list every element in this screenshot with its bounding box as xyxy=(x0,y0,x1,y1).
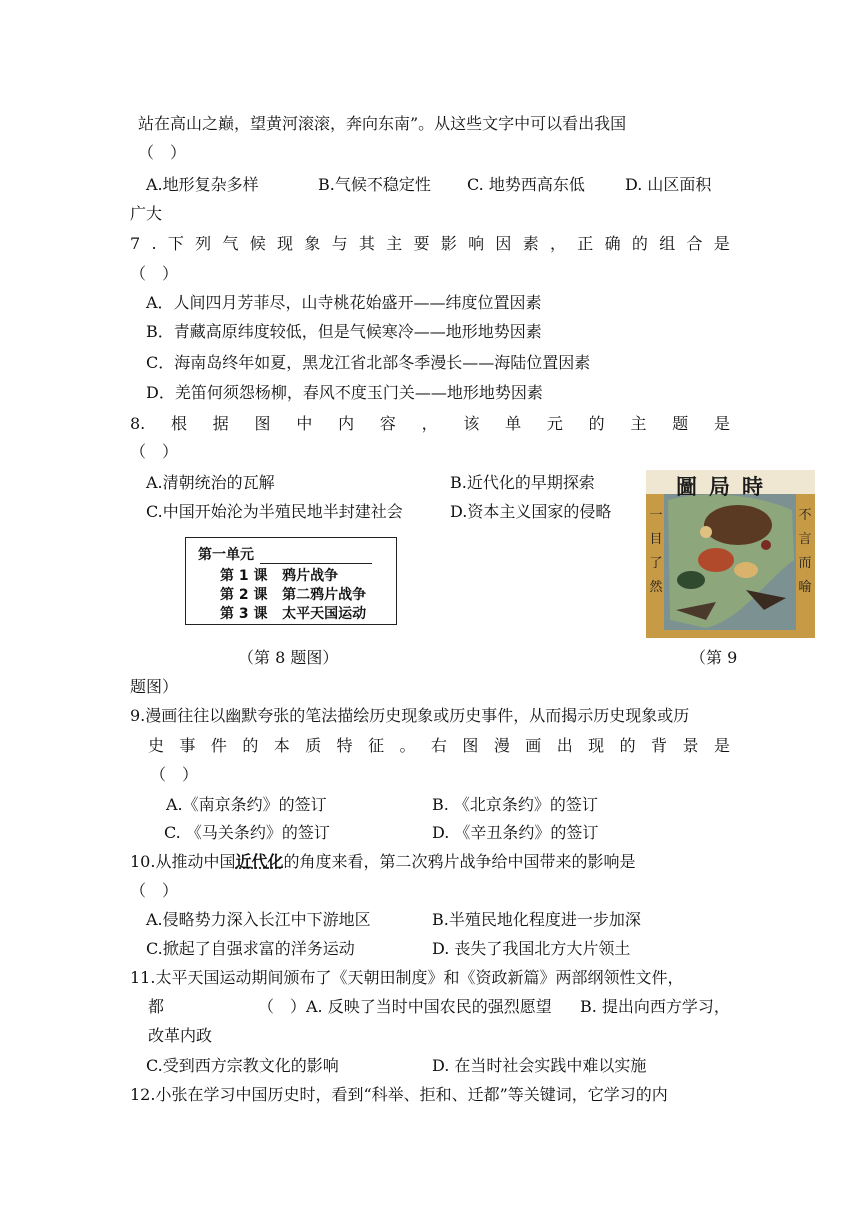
figure-9-caption: （第 9 xyxy=(690,648,738,667)
q9-option-a: A.《南京条约》的签订 xyxy=(166,795,327,814)
q11-option-b: B. 提出向西方学习， xyxy=(580,997,730,1016)
q8-option-b: B.近代化的早期探索 xyxy=(450,473,595,492)
q7-option-c: C．海南岛终年如夏，黑龙江省北部冬季漫长——海陆位置因素 xyxy=(146,353,591,372)
q6-option-b: B.气候不稳定性 xyxy=(318,175,431,194)
q7-option-a: A．人间四月芳菲尽，山寺桃花始盛开——纬度位置因素 xyxy=(146,293,542,312)
q10-option-c: C.掀起了自强求富的洋务运动 xyxy=(146,939,355,958)
figure-8-caption: （第 8 题图） xyxy=(238,648,339,667)
q9-option-d: D. 《辛丑条约》的签订 xyxy=(432,823,599,842)
q7-option-d: D．羌笛何须怨杨柳，春风不度玉门关——地形地势因素 xyxy=(146,383,543,402)
unit-heading: 第一单元 xyxy=(198,544,372,564)
q7-option-b: B．青藏高原纬度较低，但是气候寒冷——地形地势因素 xyxy=(146,322,542,341)
cartoon-side-text-left: 一 目 了 然 xyxy=(649,508,663,595)
q8-stem: 8. 根 据 图 中 内 容 ， 该 单 元 的 主 题 是 xyxy=(130,414,730,433)
q12-text: 12.小张在学习中国历史时，看到“科举、拒和、迁都”等关键词，它学习的内 xyxy=(130,1085,668,1104)
q8-option-d: D.资本主义国家的侵略 xyxy=(450,502,612,521)
q8-option-a: A.清朝统治的瓦解 xyxy=(146,473,275,492)
q10-option-b: B.半殖民地化程度进一步加深 xyxy=(432,910,641,929)
q11-option-b-cont: 改革内政 xyxy=(148,1026,213,1045)
q6-option-a: A.地形复杂多样 xyxy=(146,175,259,194)
lesson-row: 第 1 课 鸦片战争 xyxy=(220,568,339,584)
q6-option-d: D. 山区面积 xyxy=(625,175,712,194)
q11-text: 11.太平天国运动期间颁布了《天朝田制度》和《资政新篇》两部纲领性文件， xyxy=(130,968,684,987)
figure-9-cartoon-image xyxy=(646,470,815,638)
q10-keyword: 近代化 xyxy=(235,852,284,871)
figure-8-unit-box xyxy=(185,537,397,625)
q9-text-cont: 史 事 件 的 本 质 特 征 。 右 图 漫 画 出 现 的 背 景 是 xyxy=(148,736,730,755)
q6-option-c: C. 地势西高东低 xyxy=(467,175,585,194)
q9-option-c: C. 《马关条约》的签订 xyxy=(164,823,330,842)
q11-option-d: D. 在当时社会实践中难以实施 xyxy=(432,1056,647,1075)
q9-option-b: B. 《北京条约》的签订 xyxy=(432,795,598,814)
q9-text: 9.漫画往往以幽默夸张的笔法描绘历史现象或历史事件，从而揭示历史现象或历 xyxy=(130,706,690,725)
q8-option-c: C.中国开始沦为半殖民地半封建社会 xyxy=(146,502,403,521)
q10-text: 10.从推动中国近代化的角度来看，第二次鸦片战争给中国带来的影响是 xyxy=(130,852,636,871)
q10-option-a: A.侵略势力深入长江中下游地区 xyxy=(146,910,371,929)
q6-option-d-cont: 广大 xyxy=(130,204,163,223)
q8-answer-paren: （ ） xyxy=(130,442,179,461)
cartoon-title: 圖局時 xyxy=(676,474,775,499)
q11-text-cont: 都 xyxy=(148,997,165,1016)
q6-answer-paren: （ ） xyxy=(138,143,187,162)
lesson-row: 第 2 课 第二鸦片战争 xyxy=(220,587,367,603)
lesson-row: 第 3 课 太平天国运动 xyxy=(220,606,367,622)
q11-option-c: C.受到西方宗教文化的影响 xyxy=(146,1056,339,1075)
q6-text: 站在高山之巅，望黄河滚滚，奔向东南”。从这些文字中可以看出我国 xyxy=(138,114,627,133)
q10-answer-paren: （ ） xyxy=(130,881,179,900)
q11-option-a: （ ）A. 反映了当时中国农民的强烈愿望 xyxy=(258,997,552,1016)
unit-blank-line xyxy=(260,549,372,564)
q7-stem: 7 . 下 列 气 候 现 象 与 其 主 要 影 响 因 素 ， 正 确 的 组 合 是 xyxy=(130,234,730,253)
cartoon-side-text-right: 不 言 而 喻 xyxy=(798,508,812,595)
q10-option-d: D. 丧失了我国北方大片领土 xyxy=(432,939,631,958)
q9-answer-paren: （ ） xyxy=(150,765,199,784)
q7-answer-paren: （ ） xyxy=(130,264,179,283)
figure-9-caption-cont: 题图） xyxy=(130,677,179,696)
